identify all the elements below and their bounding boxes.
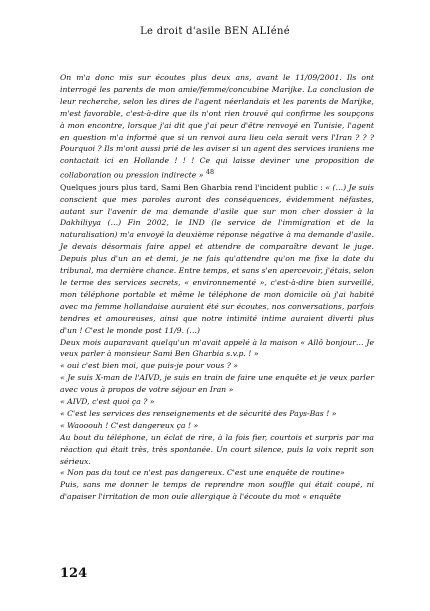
paragraph-public-incident [60,182,374,337]
running-header: Le droit d'asile BEN ALIéné [140,26,290,37]
paragraph-agent-report [60,72,374,182]
paragraph-continuation: Puis, sans me donner le temps de reprendre mon souffle qui était coupé, ni d'apaiser l'irritation de mon ouïe allergique à l'écoute du mot « enquête [60,480,374,502]
dialogue-line: « C'est les services des renseignements et de sécurité des Pays-Bas ! » [60,408,337,418]
dialogue-line: « Non pas du tout ce n'est pas dangereux. C'est une enquête de routine» [60,468,345,478]
quote-text: « (…) Je suis conscient que mes paroles auront des conséquences, évidemment néfastes, autant sur l'avenir de ma demande d'asile que sur mon cher dossier à la Dakhiliyya (…) Fin 2002, le IND (le service de l'immigration et de la naturalisation) m'a envoyé la deuxième réponse négative à ma demande d'asile. Je devais désormais faire appel et attendre de comparaître devant le juge. Depuis plus d'un an et demi, je ne fais qu'attendre qu'on me fixe la date du tribunal, ma dernière chance. Entre temps, et sans s'en apercevoir, j'étais, selon le terme des services secrets, « environnementé », c'est-à-dire bien surveillé, mon téléphone portable et même le téléphone de mon domicile où j'ai habité avec ma femme hollandaise auraient été sur écoutes, nos conversations, parfois tendres et amoureuses, ainsi que notre intimité intime auraient diverti plus d'un ! C'est le monde post 11/9. (…) [60,182,374,335]
paragraph-laughter: Au bout du téléphone, un éclat de rire, à la fois fier, courtois et surpris par ma réaction qui était très, très spontanée. Un court silence, puis la voix reprit son sérieux. [60,432,374,466]
dialogue-line: « AIVD, c'est quoi ça ? » [60,397,155,407]
dialogue-line: « Waooouh ! C'est dangereux ça ! » [60,420,199,430]
page-number: 124 [60,566,88,581]
paragraph-agent-report-text: On m'a donc mis sur écoutes plus deux ans, avant le 11/09/2001. Ils ont interrogé les parents de mon amie/femme/concubine Marijke. La conclusion de leur recherche, selon les dires de l'agent néerlandais et les parents de Marijke, m'est favorable, c'est-à-dire que ils n'ont rien trouvé qui confirme les soupçons à mon encontre, lorsque j'ai dit que j'ai peur d'être renvoyé en Tunisie, l'agent en question m'a informé que si un renvoi aura lieu cela serait vers l'Iran ? ? ? Pourquoi ? Ils m'ont aussi prié de les aviser si un agent des services iraniens me contactait ici en Hollande ! ! ! Ce qui laisse deviner une proposition de collaboration ou pression indirecte » [60,73,374,180]
paragraph-phone-call: Deux mois auparavant quelqu'un m'avait appelé à la maison « Allô bonjour… Je veux parler à monsieur Sami Ben Gharbia s.v.p. ! » [60,337,374,359]
intro-text: Quelques jours plus tard, Sami Ben Gharbia rend l'incident public : [60,182,326,192]
dialogue-line: « oui c'est bien moi, que puis-je pour vous ? » [60,361,238,371]
body-text [60,72,374,503]
dialogue-line: « Je suis X-man de l'AIVD, je suis en train de faire une enquête et je veux parler avec vous à propos de votre séjour en Iran » [60,373,374,395]
footnote-ref: 48 [205,168,215,177]
